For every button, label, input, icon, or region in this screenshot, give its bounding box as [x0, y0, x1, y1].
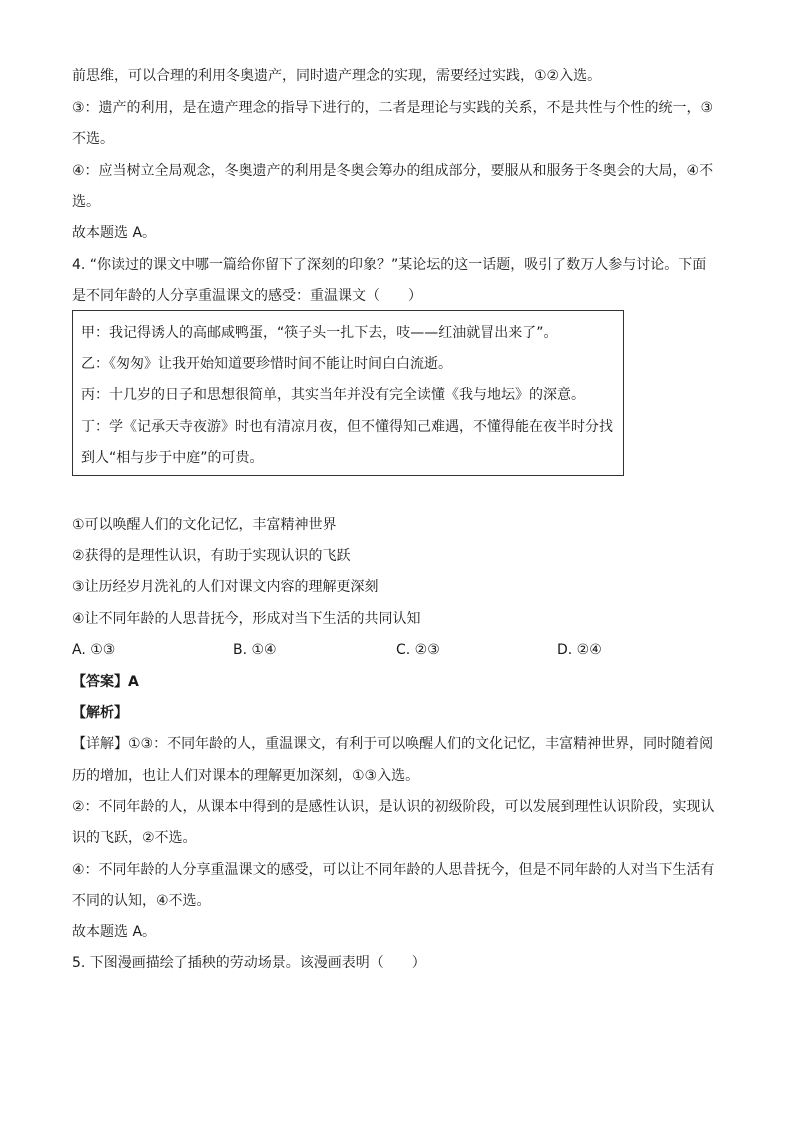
quote-bing: 丙：十几岁的日子和思想很简单，其实当年并没有完全读懂《我与地坛》的深意。: [81, 387, 585, 403]
analysis-title: 【解析】: [72, 705, 128, 721]
analysis-line: 历的增加，也让人们对课本的理解更加深刻，①③入选。: [72, 768, 420, 784]
text-line: 不选。: [72, 131, 114, 147]
statement-4: ④让不同年龄的人思昔抚今，形成对当下生活的共同认知: [72, 611, 421, 627]
analysis-line: ④：不同年龄的人分享重温课文的感受，可以让不同年龄的人思昔抚今，但是不同年龄的人对当下生活有: [72, 862, 715, 878]
analysis-line: 识的飞跃，②不选。: [72, 830, 197, 846]
text-line: ④：应当树立全局观念，冬奥遗产的利用是冬奥会筹办的组成部分，要服从和服务于冬奥会的大局，④不: [72, 163, 714, 179]
question-4-stem: 4. “你读过的课文中哪一篇给你留下了深刻的印象？”某论坛的这一话题，吸引了数万人参与讨论。下面: [72, 257, 707, 273]
statement-2: ②获得的是理性认识，有助于实现认识的飞跃: [72, 548, 351, 564]
statement-1: ①可以唤醒人们的文化记忆，丰富精神世界: [72, 517, 337, 533]
quote-jia: 甲：我记得诱人的高邮咸鸭蛋，“筷子头一扎下去，吱——红油就冒出来了”。: [81, 325, 558, 341]
text-line: 前思维，可以合理的利用冬奥遗产，同时遗产理念的实现，需要经过实践，①②入选。: [72, 68, 602, 84]
question-4-stem-cont: 是不同年龄的人分享重温课文的感受：重温课文（ ）: [72, 288, 422, 304]
analysis-line: 故本题选 A。: [72, 924, 157, 940]
quote-box: [72, 310, 624, 476]
option-c: C. ②③: [396, 642, 440, 658]
analysis-line: 不同的认知，④不选。: [72, 893, 211, 909]
analysis-line: ②：不同年龄的人，从课本中得到的是感性认识，是认识的初级阶段，可以发展到理性认识阶段，实现认: [72, 799, 715, 815]
question-5-stem: 5. 下图漫画描绘了插秧的劳动场景。该漫画表明（ ）: [72, 955, 426, 971]
text-line: ③：遗产的利用，是在遗产理念的指导下进行的，二者是理论与实践的关系，不是共性与个性的统一，③: [72, 100, 714, 116]
quote-ding-cont: 到人“相与步于中庭”的可贵。: [81, 450, 264, 466]
quote-yi: 乙：《匆匆》让我开始知道要珍惜时间不能让时间白白流逝。: [81, 356, 452, 372]
text-line: 故本题选 A。: [72, 225, 157, 241]
analysis-line: 【详解】①③：不同年龄的人，重温课文，有利于可以唤醒人们的文化记忆，丰富精神世界，同时随着阅: [72, 736, 714, 752]
statement-3: ③让历经岁月洗礼的人们对课文内容的理解更深刻: [72, 579, 379, 595]
answer: 【答案】A: [72, 674, 139, 690]
option-b: B. ①④: [233, 642, 277, 658]
text-line: 选。: [72, 194, 100, 210]
option-d: D. ②④: [557, 642, 602, 658]
quote-ding: 丁：学《记承天寺夜游》时也有清凉月夜，但不懂得知己难遇，不懂得能在夜半时分找: [81, 419, 613, 435]
option-a: A. ①③: [72, 642, 116, 658]
